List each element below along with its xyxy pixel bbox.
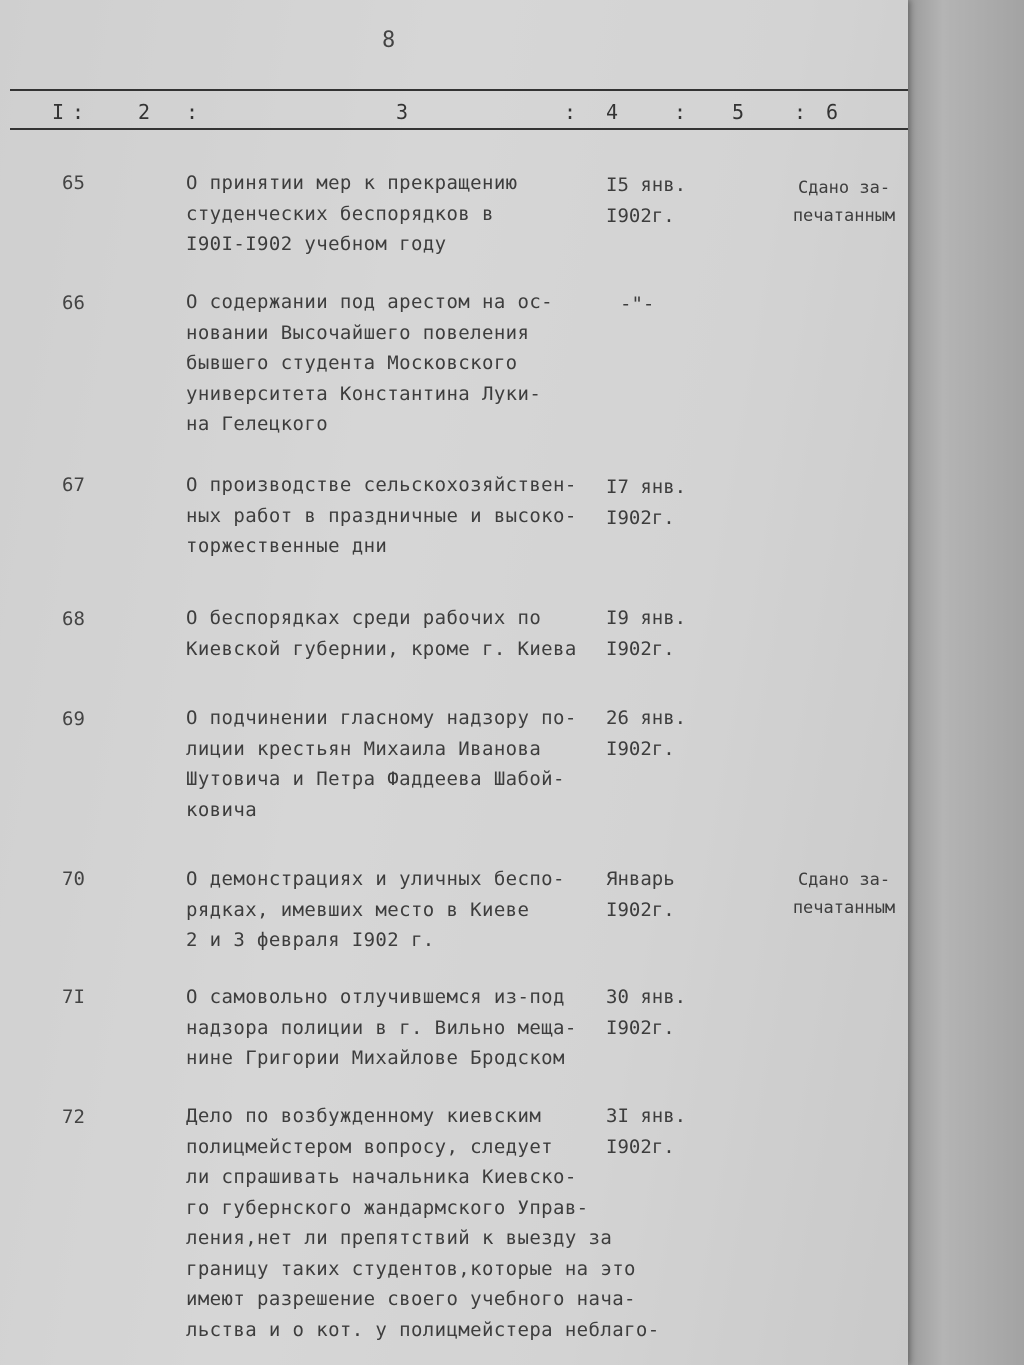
entry-title-line: нине Григории Михайлове Бродском (186, 1047, 565, 1069)
entry-date-line: I902г. (606, 1016, 675, 1039)
entry-title-line: торжественные дни (186, 535, 388, 557)
entry-date (606, 170, 716, 231)
entry-title-line: границу таких студентов,которые на это (186, 1257, 636, 1280)
entry-note (780, 174, 908, 230)
column-separator: : (186, 100, 199, 124)
entry-date (606, 982, 716, 1043)
column-separator: : (794, 100, 807, 124)
entry-title-line: лиции крестьян Михаила Иванова (186, 737, 542, 760)
column-header-1: I (52, 100, 65, 124)
entry-title-line: ления,нет ли препятствий к выезду за (186, 1227, 613, 1249)
entry-number: 68 (62, 608, 85, 630)
entry-title-line: новании Высочайшего повеления (186, 321, 530, 344)
entry-date (620, 289, 730, 320)
entry-number: 7I (62, 986, 85, 1008)
page-number: 8 (382, 28, 396, 53)
entry-title (186, 703, 606, 825)
entry-title-line: надзора полиции в г. Вильно меща- (186, 1016, 577, 1039)
entry-title-line: бывшего студента Московского (186, 352, 518, 374)
entry-title-line: О производстве сельскохозяйствен- (186, 474, 577, 496)
entry-number: 70 (62, 868, 85, 890)
header-top-rule (10, 89, 908, 91)
entry-date-line: I5 янв. (606, 174, 687, 196)
entry-note-line: печатанным (792, 898, 896, 918)
entry-date-line: I902г. (606, 898, 675, 921)
column-header-2: 2 (138, 100, 151, 124)
entry-note-line: печатанным (792, 206, 896, 226)
entry-title (186, 982, 606, 1074)
entry-title-line: О принятии мер к прекращению (186, 172, 518, 194)
entry-title-line: Шутовича и Петра Фаддеева Шабой- (186, 768, 565, 790)
entry-date-line: 26 янв. (606, 707, 687, 729)
entry-title (186, 603, 606, 664)
entry-note-line: Сдано за- (797, 178, 891, 198)
entry-number: 72 (62, 1106, 85, 1128)
entry-note-line: Сдано за- (797, 870, 891, 890)
entry-title (186, 864, 606, 956)
entry-date-line: I902г. (606, 204, 675, 227)
entry-title-line: О демонстрациях и уличных беспо- (186, 868, 565, 890)
entry-date-line: 30 янв. (606, 986, 687, 1008)
entry-title (186, 470, 606, 562)
entry-date-line: -"- (620, 293, 655, 315)
column-header-4: 4 (606, 100, 619, 124)
entry-title-line: ковича (186, 798, 258, 821)
column-separator: : (72, 100, 85, 124)
entry-title-line: го губернского жандармского Управ- (186, 1196, 589, 1219)
entry-title-line: Дело по возбужденному киевским (186, 1105, 542, 1127)
header-bottom-rule (10, 128, 908, 130)
background-edge (908, 0, 1024, 1365)
entry-title-line: на Гелецкого (186, 413, 329, 435)
entry-date (606, 603, 716, 664)
entry-date (606, 1101, 716, 1162)
entry-title-line: имеют разрешение своего учебного нача- (186, 1288, 636, 1310)
entry-number: 67 (62, 474, 85, 496)
entry-title (186, 1101, 666, 1345)
entry-title-line: О подчинении гласному надзору по- (186, 707, 577, 729)
entry-number: 69 (62, 708, 85, 730)
entry-title (186, 287, 606, 440)
entry-date-line: I9 янв. (606, 607, 687, 629)
column-separator: : (564, 100, 577, 124)
entry-title-line: студенческих беспорядков в (186, 202, 494, 225)
entry-date-line: Январь (606, 868, 675, 890)
entry-title-line: Киевской губернии, кроме г. Киева (186, 637, 577, 660)
entry-date-line: I7 янв. (606, 476, 687, 498)
entry-date (606, 703, 716, 764)
entry-title-line: 2 и 3 февраля I902 г. (186, 929, 435, 951)
entry-date (606, 472, 716, 533)
entry-title-line: полицмейстером вопросу, следует (186, 1135, 554, 1158)
entry-number: 65 (62, 172, 85, 194)
entry-title (186, 168, 606, 260)
entry-note (780, 866, 908, 922)
entry-title-line: I90I-I902 учебном году (186, 233, 447, 255)
entry-title-line: О беспорядках среди рабочих по (186, 607, 542, 629)
column-header-6: 6 (826, 100, 839, 124)
entry-date-line: I902г. (606, 506, 675, 529)
column-header-3: 3 (396, 100, 409, 124)
entry-number: 66 (62, 292, 85, 314)
entry-title-line: ных работ в праздничные и высоко- (186, 504, 577, 527)
entry-title-line: О самовольно отлучившемся из-под (186, 986, 565, 1008)
entry-title-line: льства и о кот. у полицмейстера неблаго- (186, 1318, 660, 1341)
column-header-5: 5 (732, 100, 745, 124)
entry-title-line: рядках, имевших место в Киеве (186, 898, 530, 921)
entry-title-line: О содержании под арестом на ос- (186, 291, 554, 313)
column-separator: : (674, 100, 687, 124)
entry-date (606, 864, 716, 925)
entry-date-line: I902г. (606, 637, 675, 660)
entry-date-line: I902г. (606, 737, 675, 760)
entry-title-line: ли спрашивать начальника Киевско- (186, 1166, 577, 1188)
entry-date-line: 3I янв. (606, 1105, 687, 1127)
entry-date-line: I902г. (606, 1135, 675, 1158)
entry-title-line: университета Константина Луки- (186, 382, 542, 405)
